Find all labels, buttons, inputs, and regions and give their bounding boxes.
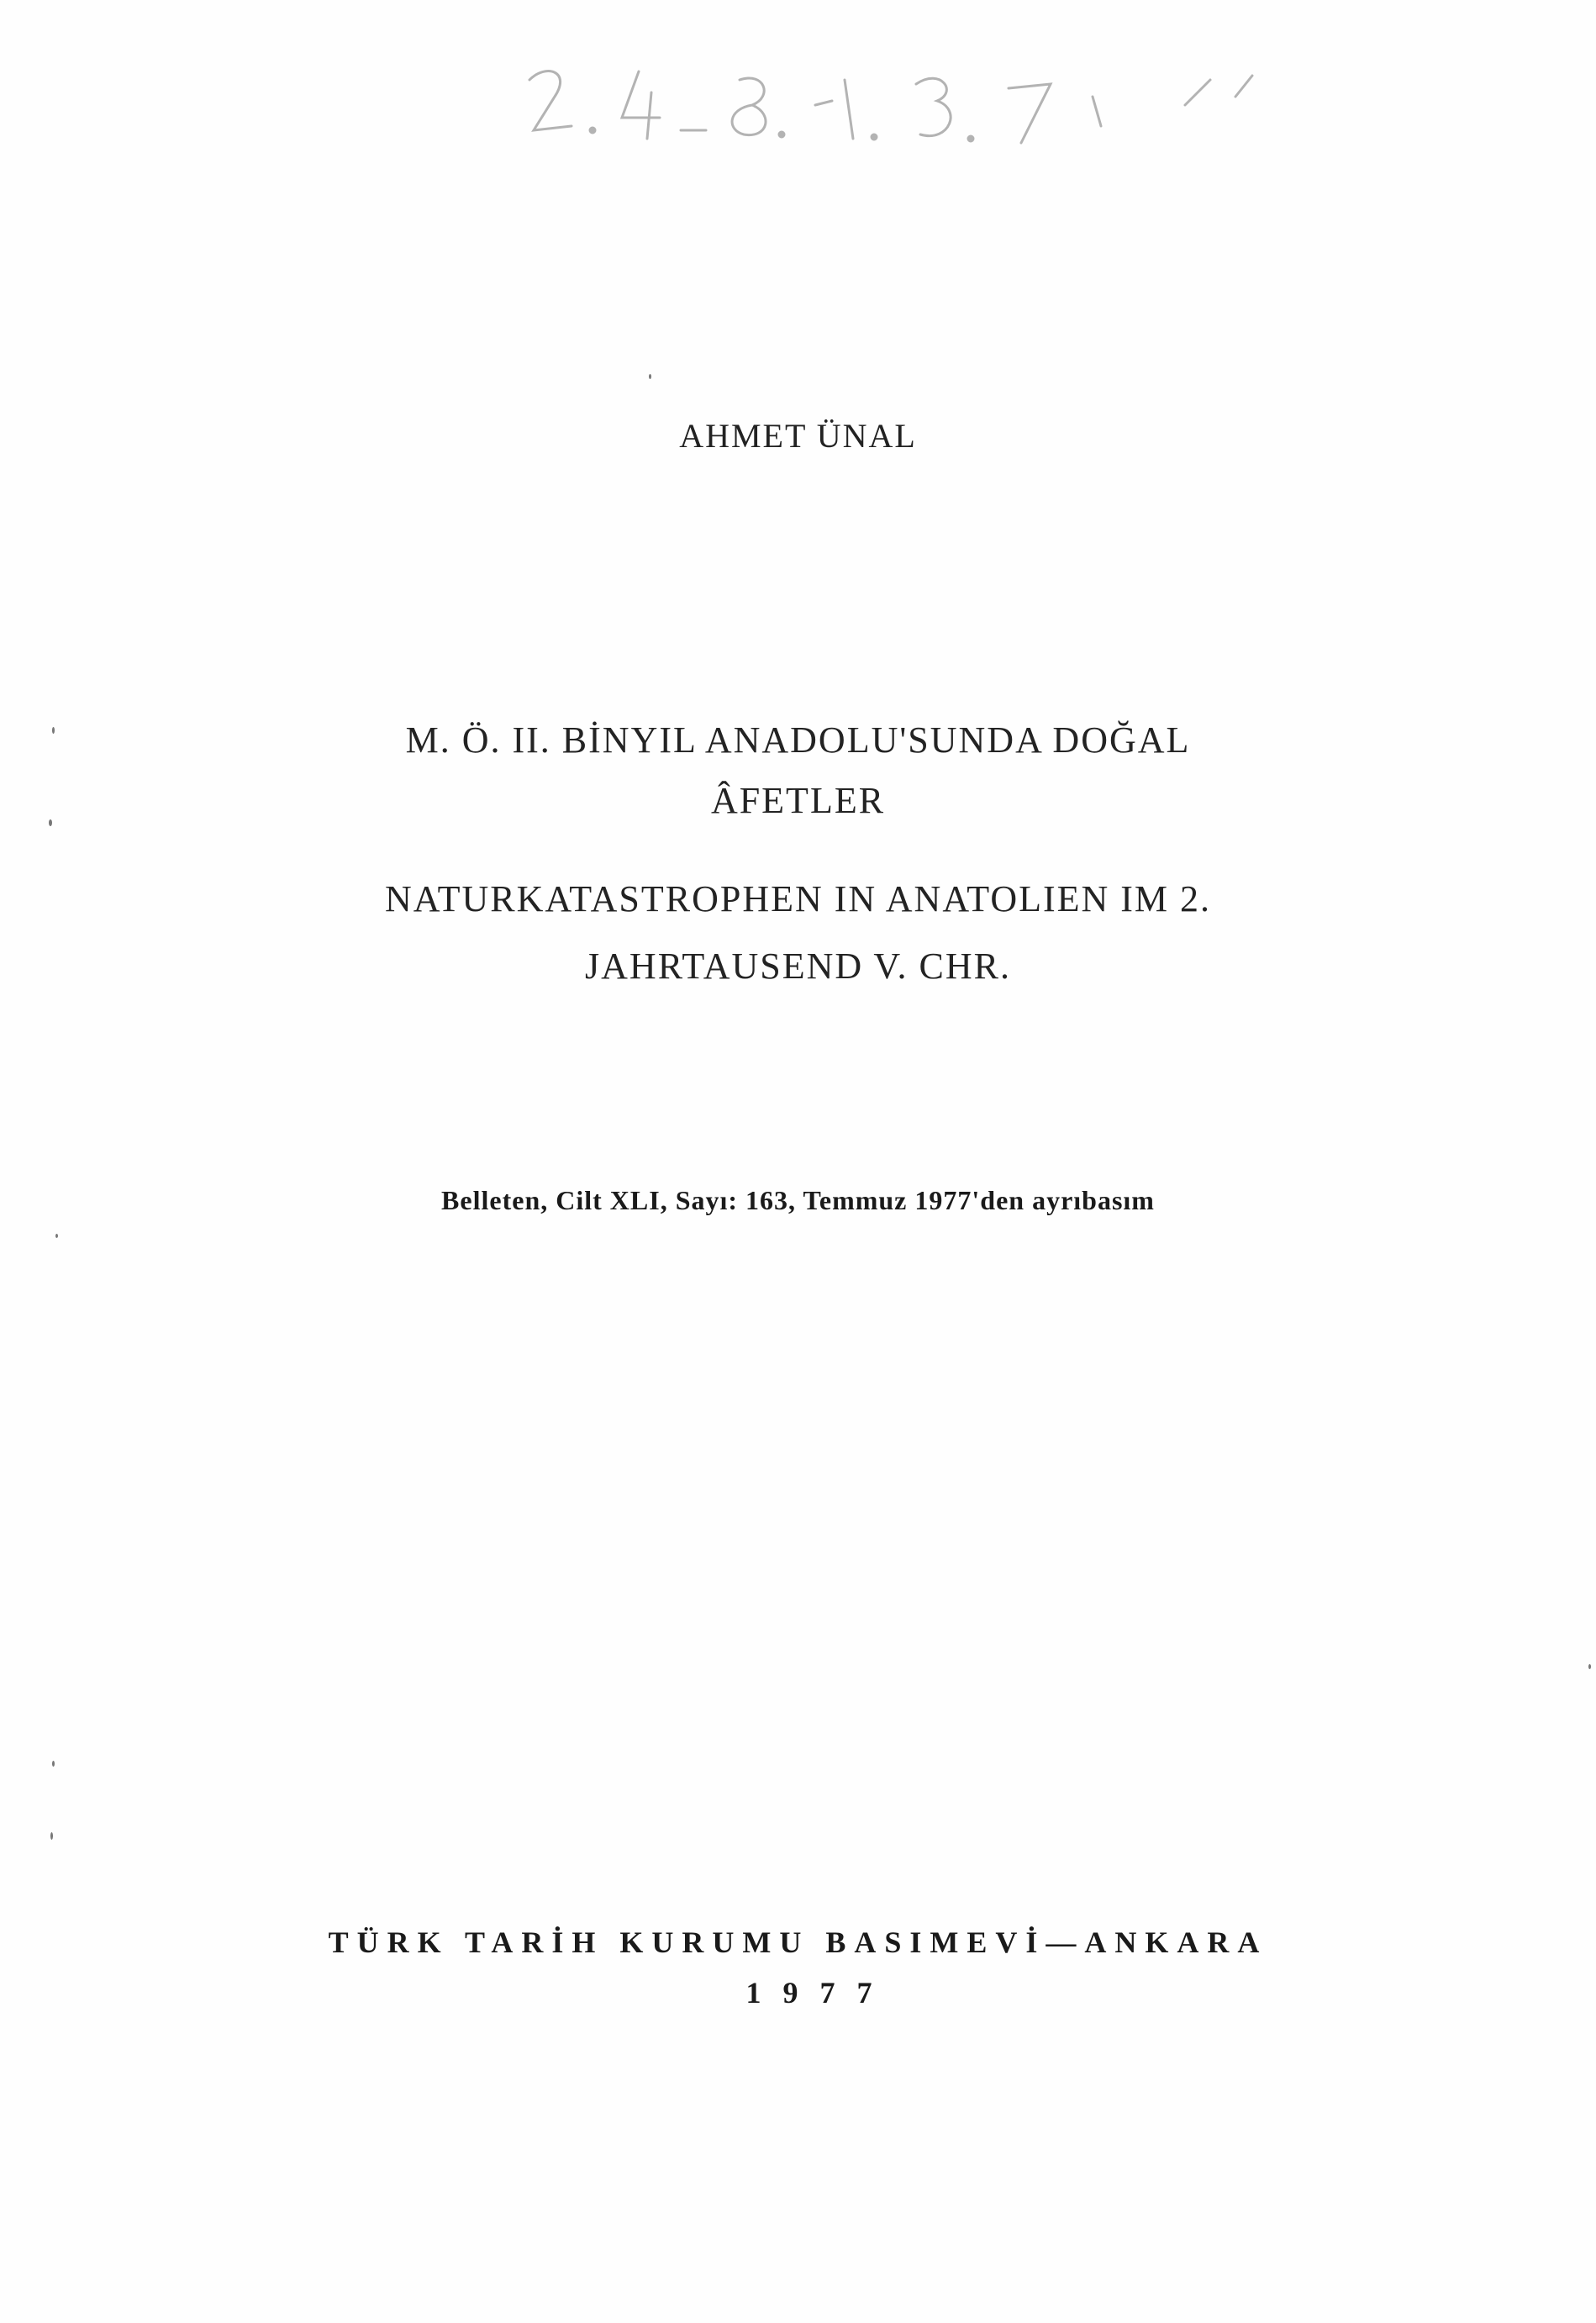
turkish-title-line-2: ÂFETLER	[710, 780, 886, 821]
scan-speck	[52, 727, 55, 734]
german-title	[0, 866, 1596, 1000]
offprint-citation: Belleten, Cilt XLI, Sayı: 163, Temmuz 1977'den ayrıbasım	[441, 1185, 1155, 1215]
scan-speck	[1588, 1664, 1591, 1669]
german-title-line-1: NATURKATASTROPHEN IN ANATOLIEN IM 2.	[384, 878, 1212, 919]
scan-speck	[50, 1832, 53, 1840]
author-name: AHMET ÜNAL	[679, 417, 917, 455]
handwritten-pencil-note	[513, 46, 1286, 172]
scan-speck	[649, 374, 651, 379]
scan-speck	[49, 819, 52, 826]
turkish-title-line-1: M. Ö. II. BİNYIL ANADOLU'SUNDA DOĞAL	[405, 719, 1191, 761]
publication-year: 1977	[745, 1976, 894, 2010]
turkish-title	[0, 710, 1596, 831]
publisher-imprint: TÜRK TARİH KURUMU BASIMEVİ—ANKARA	[328, 1925, 1268, 1959]
scan-speck	[52, 1761, 55, 1767]
scan-speck	[55, 1234, 58, 1238]
german-title-line-2: JAHRTAUSEND V. CHR.	[585, 946, 1011, 987]
